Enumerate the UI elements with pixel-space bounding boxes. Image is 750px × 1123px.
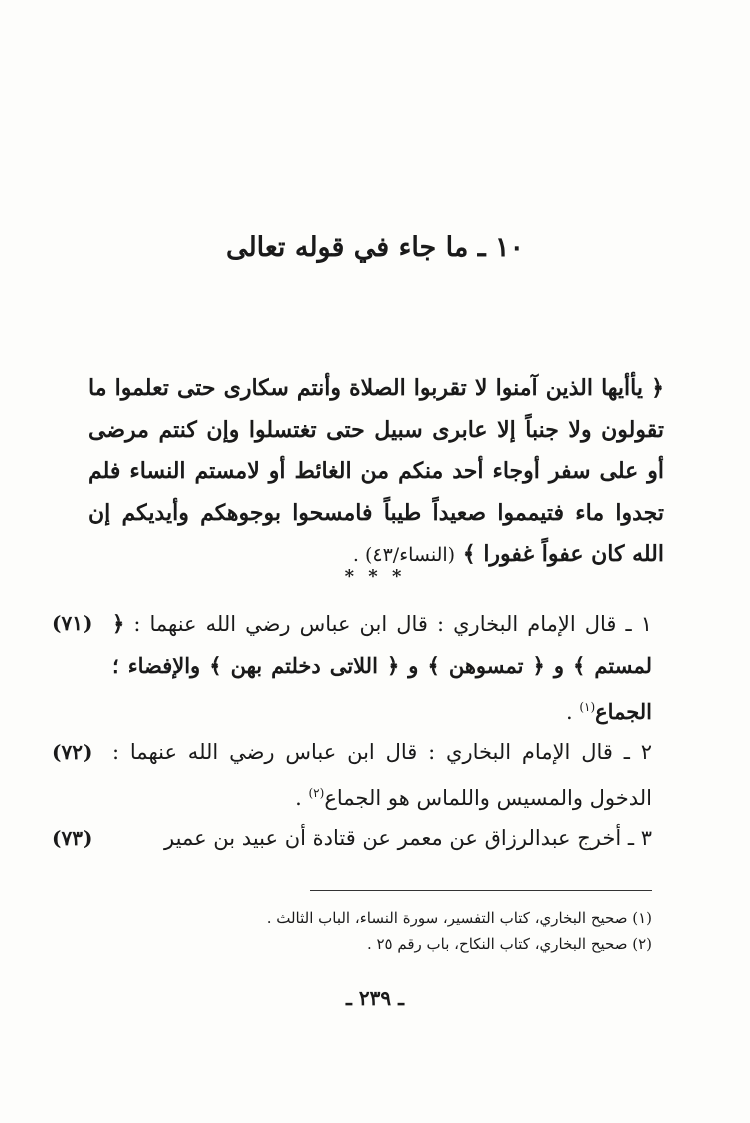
verse-reference: (النساء/٤٣) . — [352, 544, 456, 566]
quran-verse — [88, 368, 664, 577]
hadith-number: (٧٣) — [52, 826, 93, 850]
verse-text: ﴿ يأأيها الذين آمنوا لا تقربوا الصلاة وأنتم سكارى حتى تعلموا ما تقولون ولا جنباً إلا عابرى سبيل حتى تغتسلوا وإن كنتم مرضى أو على سفر أوجاء أحد منكم من الغائط أو لامستم النساء فلم تجدوا ماء فتيمموا صعيداً طيباً فامسحوا بوجوهكم وأيديكم إن الله كان عفواً غفورا ﴾ — [88, 375, 664, 567]
hadith-quote: ﴿ لمستم ﴾ و ﴿ تمسوهن ﴾ و ﴿ اللاتى دخلتم بهن ﴾ والإفضاء ؛ الجماع — [112, 611, 652, 724]
chapter-title: ١٠ ـ ما جاء في قوله تعالى — [225, 232, 525, 263]
hadith-end: . — [295, 786, 309, 810]
hadith-entry — [52, 732, 652, 819]
footnote-marker: (٢) — [308, 786, 325, 800]
hadith-continuation: الدخول والمسيس واللماس هو الجماع — [324, 786, 652, 810]
footnote-1: (١) صحيح البخاري، كتاب التفسير، سورة النساء، الباب الثالث . — [266, 909, 652, 927]
section-separator: * * * — [344, 566, 406, 587]
footnote-marker: (١) — [579, 700, 596, 714]
hadith-text: ١ ـ قال الإمام البخاري : قال ابن عباس رضي الله عنهما : — [133, 612, 652, 636]
footnotes — [112, 905, 652, 957]
hadith-end: . — [565, 700, 580, 724]
footnote-2: (٢) صحيح البخاري، كتاب النكاح، باب رقم ٢٥ . — [366, 935, 652, 953]
hadith-entry — [52, 603, 652, 733]
hadith-text: ٢ ـ قال الإمام البخاري : قال ابن عباس رضي الله عنهما : — [112, 740, 652, 764]
hadith-number: (٧٢) — [52, 740, 93, 764]
hadith-text: ٣ ـ أخرج عبدالرزاق عن معمر عن قتادة أن عبيد بن عمير — [164, 826, 652, 850]
page-number: ـ ٢٣٩ ـ — [346, 986, 404, 1010]
hadith-entry — [52, 818, 652, 859]
footnote-divider — [310, 890, 652, 891]
hadith-number: (٧١) — [52, 611, 93, 635]
